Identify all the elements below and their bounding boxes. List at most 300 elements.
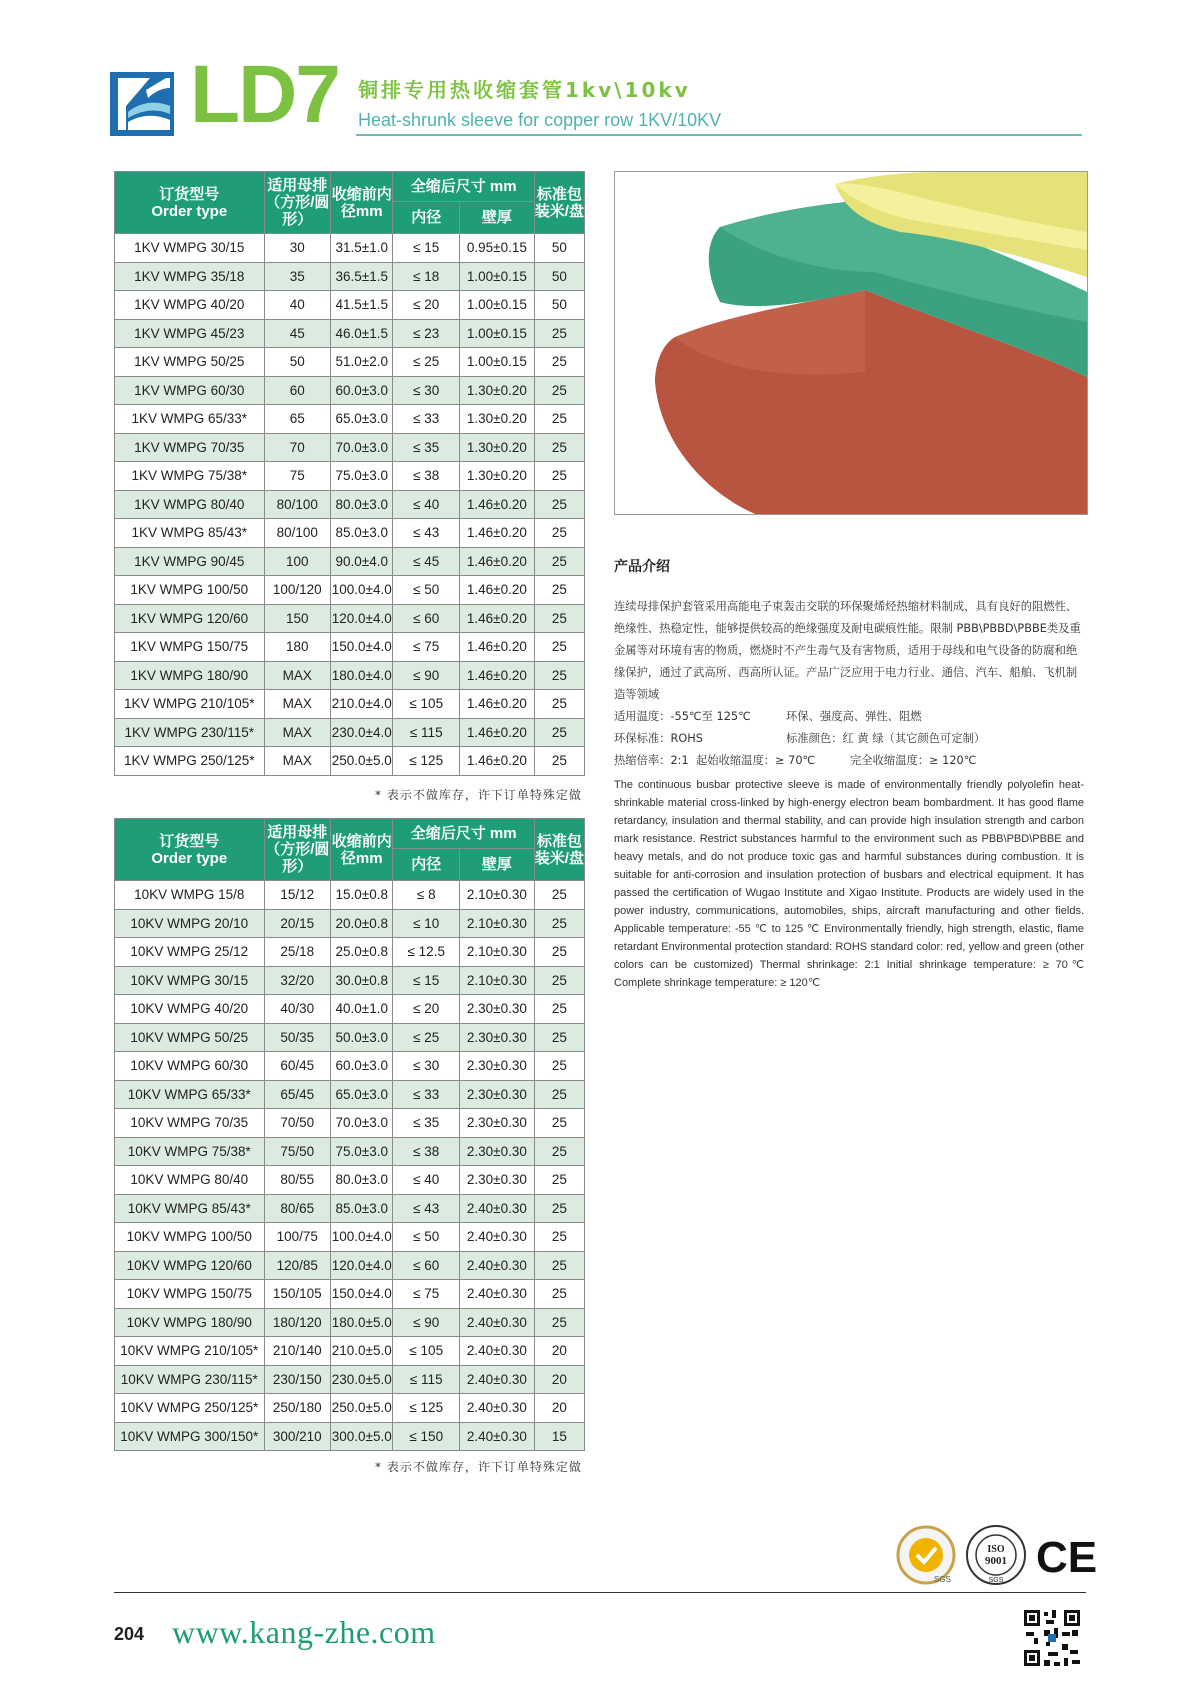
cell-pre-shrink: 41.5±1.5 bbox=[331, 291, 393, 320]
table-body-1kv bbox=[115, 234, 585, 776]
cell-order-type: 1KV WMPG 50/25 bbox=[115, 348, 265, 377]
cell-busbar: 150 bbox=[264, 604, 331, 633]
cell-wall: 2.40±0.30 bbox=[460, 1280, 535, 1309]
cell-wall: 1.00±0.15 bbox=[460, 319, 535, 348]
cell-inner: ≤ 150 bbox=[393, 1422, 460, 1451]
cell-inner: ≤ 60 bbox=[393, 1251, 460, 1280]
cell-wall: 1.46±0.20 bbox=[460, 576, 535, 605]
col-pre-shrink: 收缩前内径mm bbox=[331, 819, 393, 881]
cell-busbar: 80/100 bbox=[264, 490, 331, 519]
cell-inner: ≤ 43 bbox=[393, 1194, 460, 1223]
cell-inner: ≤ 15 bbox=[393, 234, 460, 263]
cell-pre-shrink: 180.0±4.0 bbox=[331, 661, 393, 690]
cell-inner: ≤ 105 bbox=[393, 690, 460, 719]
cell-order-type: 10KV WMPG 30/15 bbox=[115, 966, 265, 995]
cell-wall: 2.40±0.30 bbox=[460, 1308, 535, 1337]
cell-pre-shrink: 230.0±4.0 bbox=[331, 718, 393, 747]
cell-pack: 25 bbox=[534, 376, 584, 405]
cell-pack: 25 bbox=[534, 490, 584, 519]
spec-line-temperature: 适用温度：-55℃至 125℃ 环保、强度高、弹性、阻燃 bbox=[614, 710, 922, 723]
cell-inner: ≤ 75 bbox=[393, 1280, 460, 1309]
cell-inner: ≤ 12.5 bbox=[393, 938, 460, 967]
stock-note-2: * 表示不做库存，许下订单特殊定做 bbox=[375, 1460, 582, 1474]
cell-wall: 2.30±0.30 bbox=[460, 1080, 535, 1109]
cell-order-type: 1KV WMPG 180/90 bbox=[115, 661, 265, 690]
cell-inner: ≤ 90 bbox=[393, 661, 460, 690]
ce-mark-icon bbox=[1036, 1533, 1097, 1582]
table-row bbox=[115, 1280, 585, 1309]
cell-pack: 25 bbox=[534, 1080, 584, 1109]
table-row bbox=[115, 348, 585, 377]
table-row bbox=[115, 938, 585, 967]
cell-pre-shrink: 15.0±0.8 bbox=[331, 881, 393, 910]
cell-pre-shrink: 150.0±4.0 bbox=[331, 1280, 393, 1309]
cell-order-type: 1KV WMPG 65/33* bbox=[115, 405, 265, 434]
cell-order-type: 10KV WMPG 25/12 bbox=[115, 938, 265, 967]
table-row bbox=[115, 633, 585, 662]
cell-pre-shrink: 90.0±4.0 bbox=[331, 547, 393, 576]
cell-busbar: 70/50 bbox=[264, 1109, 331, 1138]
cell-wall: 2.40±0.30 bbox=[460, 1337, 535, 1366]
cell-order-type: 1KV WMPG 150/75 bbox=[115, 633, 265, 662]
cell-order-type: 1KV WMPG 210/105* bbox=[115, 690, 265, 719]
cell-inner: ≤ 30 bbox=[393, 1052, 460, 1081]
cell-order-type: 10KV WMPG 85/43* bbox=[115, 1194, 265, 1223]
cell-inner: ≤ 75 bbox=[393, 633, 460, 662]
cell-inner: ≤ 25 bbox=[393, 1023, 460, 1052]
svg-text:SGS: SGS bbox=[988, 1577, 1004, 1584]
cell-wall: 2.40±0.30 bbox=[460, 1223, 535, 1252]
cell-busbar: 70 bbox=[264, 433, 331, 462]
cell-inner: ≤ 125 bbox=[393, 1394, 460, 1423]
cell-wall: 0.95±0.15 bbox=[460, 234, 535, 263]
cell-wall: 2.10±0.30 bbox=[460, 938, 535, 967]
cell-pre-shrink: 120.0±4.0 bbox=[331, 1251, 393, 1280]
cell-pre-shrink: 300.0±5.0 bbox=[331, 1422, 393, 1451]
cell-busbar: 60/45 bbox=[264, 1052, 331, 1081]
cell-pre-shrink: 20.0±0.8 bbox=[331, 909, 393, 938]
cell-wall: 1.46±0.20 bbox=[460, 747, 535, 776]
cell-inner: ≤ 40 bbox=[393, 1166, 460, 1195]
cell-pack: 25 bbox=[534, 433, 584, 462]
cell-busbar: 65/45 bbox=[264, 1080, 331, 1109]
cell-wall: 1.30±0.20 bbox=[460, 433, 535, 462]
cell-inner: ≤ 30 bbox=[393, 376, 460, 405]
cell-pack: 50 bbox=[534, 291, 584, 320]
cell-inner: ≤ 10 bbox=[393, 909, 460, 938]
svg-text:CE: CE bbox=[1036, 1533, 1098, 1582]
cell-inner: ≤ 35 bbox=[393, 433, 460, 462]
table-row bbox=[115, 1166, 585, 1195]
cell-inner: ≤ 20 bbox=[393, 291, 460, 320]
table-row bbox=[115, 405, 585, 434]
table-body-10kv bbox=[115, 881, 585, 1451]
col-pack: 标准包装米/盘 bbox=[534, 172, 584, 234]
cell-wall: 2.10±0.30 bbox=[460, 881, 535, 910]
cell-busbar: MAX bbox=[264, 690, 331, 719]
cell-order-type: 10KV WMPG 20/10 bbox=[115, 909, 265, 938]
svg-text:ISO: ISO bbox=[987, 1544, 1005, 1555]
cell-wall: 1.00±0.15 bbox=[460, 291, 535, 320]
cell-pack: 25 bbox=[534, 1052, 584, 1081]
cell-order-type: 10KV WMPG 50/25 bbox=[115, 1023, 265, 1052]
cell-inner: ≤ 40 bbox=[393, 490, 460, 519]
cell-pack: 25 bbox=[534, 661, 584, 690]
col-order-type: 订货型号 Order type bbox=[115, 172, 265, 234]
cell-busbar: 25/18 bbox=[264, 938, 331, 967]
table-row bbox=[115, 1308, 585, 1337]
spec-table-1kv bbox=[114, 171, 585, 776]
cell-pack: 25 bbox=[534, 519, 584, 548]
cell-inner: ≤ 43 bbox=[393, 519, 460, 548]
cell-pre-shrink: 36.5±1.5 bbox=[331, 262, 393, 291]
intro-cn-paragraph: 连续母排保护套管采用高能电子束轰击交联的环保聚烯烃热缩材料制成，具有良好的阻燃性、绝缘性、热稳定性，能够提供较高的绝缘强度及耐电碳痕性能。限制 PBB\PBBD\PBBE类及重金属等对环境有害的物质，燃烧时不产生毒气及有害物质，适用于母线和电气设备的防腐和绝缘保护，通过了武高所、西高所认证。产品广泛应用于电力行业、通信、汽车、船舶、飞机制造等领域 bbox=[614, 600, 1081, 701]
col-busbar: 适用母排（方形/圆形） bbox=[264, 172, 331, 234]
svg-text:9001: 9001 bbox=[985, 1555, 1007, 1567]
cell-pack: 25 bbox=[534, 633, 584, 662]
cell-inner: ≤ 38 bbox=[393, 462, 460, 491]
table-row bbox=[115, 661, 585, 690]
cell-pack: 25 bbox=[534, 405, 584, 434]
cell-order-type: 1KV WMPG 45/23 bbox=[115, 319, 265, 348]
col-busbar: 适用母排（方形/圆形） bbox=[264, 819, 331, 881]
cell-wall: 2.40±0.30 bbox=[460, 1365, 535, 1394]
cell-order-type: 10KV WMPG 80/40 bbox=[115, 1166, 265, 1195]
stock-note-1: * 表示不做库存，许下订单特殊定做 bbox=[375, 788, 582, 802]
cell-order-type: 1KV WMPG 70/35 bbox=[115, 433, 265, 462]
table-row bbox=[115, 1337, 585, 1366]
cell-pre-shrink: 25.0±0.8 bbox=[331, 938, 393, 967]
cell-pre-shrink: 250.0±5.0 bbox=[331, 1394, 393, 1423]
cell-pack: 25 bbox=[534, 547, 584, 576]
cell-order-type: 10KV WMPG 70/35 bbox=[115, 1109, 265, 1138]
cell-inner: ≤ 15 bbox=[393, 966, 460, 995]
cell-pre-shrink: 75.0±3.0 bbox=[331, 1137, 393, 1166]
cell-busbar: 15/12 bbox=[264, 881, 331, 910]
cell-wall: 2.30±0.30 bbox=[460, 1166, 535, 1195]
table-row bbox=[115, 1422, 585, 1451]
cell-pack: 25 bbox=[534, 1251, 584, 1280]
cell-busbar: MAX bbox=[264, 661, 331, 690]
cell-inner: ≤ 115 bbox=[393, 1365, 460, 1394]
table-row bbox=[115, 291, 585, 320]
cell-pack: 25 bbox=[534, 747, 584, 776]
col-inner: 内径 bbox=[393, 202, 460, 234]
cell-pack: 15 bbox=[534, 1422, 584, 1451]
cell-inner: ≤ 18 bbox=[393, 262, 460, 291]
cell-pack: 25 bbox=[534, 690, 584, 719]
cell-inner: ≤ 20 bbox=[393, 995, 460, 1024]
cell-pack: 25 bbox=[534, 938, 584, 967]
cell-wall: 2.30±0.30 bbox=[460, 1052, 535, 1081]
cell-pack: 25 bbox=[534, 909, 584, 938]
cell-order-type: 1KV WMPG 120/60 bbox=[115, 604, 265, 633]
product-photo bbox=[614, 171, 1088, 515]
cell-inner: ≤ 105 bbox=[393, 1337, 460, 1366]
cell-busbar: 120/85 bbox=[264, 1251, 331, 1280]
col-inner: 内径 bbox=[393, 849, 460, 881]
spec-line-shrink: 热缩倍率：2:1 起始收缩温度：≥ 70℃ 完全收缩温度：≥ 120℃ bbox=[614, 754, 977, 767]
table-row bbox=[115, 519, 585, 548]
cell-pack: 25 bbox=[534, 1280, 584, 1309]
table-row bbox=[115, 490, 585, 519]
cell-wall: 2.40±0.30 bbox=[460, 1422, 535, 1451]
cell-pre-shrink: 70.0±3.0 bbox=[331, 433, 393, 462]
cell-pre-shrink: 50.0±3.0 bbox=[331, 1023, 393, 1052]
cell-wall: 1.00±0.15 bbox=[460, 348, 535, 377]
cell-inner: ≤ 33 bbox=[393, 1080, 460, 1109]
cell-wall: 2.40±0.30 bbox=[460, 1251, 535, 1280]
cell-busbar: 40/30 bbox=[264, 995, 331, 1024]
cell-inner: ≤ 50 bbox=[393, 576, 460, 605]
cell-pre-shrink: 30.0±0.8 bbox=[331, 966, 393, 995]
table-row bbox=[115, 1194, 585, 1223]
cell-order-type: 1KV WMPG 250/125* bbox=[115, 747, 265, 776]
cell-pre-shrink: 100.0±4.0 bbox=[331, 576, 393, 605]
cell-order-type: 1KV WMPG 40/20 bbox=[115, 291, 265, 320]
cell-pre-shrink: 85.0±3.0 bbox=[331, 519, 393, 548]
cell-pack: 25 bbox=[534, 718, 584, 747]
cell-wall: 2.30±0.30 bbox=[460, 1137, 535, 1166]
table-row bbox=[115, 1109, 585, 1138]
cell-inner: ≤ 50 bbox=[393, 1223, 460, 1252]
table-row bbox=[115, 462, 585, 491]
cell-inner: ≤ 8 bbox=[393, 881, 460, 910]
table-row bbox=[115, 718, 585, 747]
cell-pack: 25 bbox=[534, 1023, 584, 1052]
table-row bbox=[115, 1052, 585, 1081]
cell-wall: 1.00±0.15 bbox=[460, 262, 535, 291]
cell-busbar: 50/35 bbox=[264, 1023, 331, 1052]
cell-busbar: 80/65 bbox=[264, 1194, 331, 1223]
cell-pack: 20 bbox=[534, 1365, 584, 1394]
table-row bbox=[115, 433, 585, 462]
cell-busbar: 32/20 bbox=[264, 966, 331, 995]
cell-pre-shrink: 120.0±4.0 bbox=[331, 604, 393, 633]
table-row bbox=[115, 1365, 585, 1394]
cell-order-type: 1KV WMPG 30/15 bbox=[115, 234, 265, 263]
cell-pack: 25 bbox=[534, 1194, 584, 1223]
cell-wall: 2.40±0.30 bbox=[460, 1194, 535, 1223]
table-row bbox=[115, 747, 585, 776]
cell-order-type: 10KV WMPG 75/38* bbox=[115, 1137, 265, 1166]
cell-pack: 25 bbox=[534, 576, 584, 605]
table-row bbox=[115, 319, 585, 348]
cell-busbar: 100 bbox=[264, 547, 331, 576]
cell-busbar: MAX bbox=[264, 747, 331, 776]
col-pack: 标准包装米/盘 bbox=[534, 819, 584, 881]
cell-pre-shrink: 180.0±5.0 bbox=[331, 1308, 393, 1337]
cell-order-type: 10KV WMPG 150/75 bbox=[115, 1280, 265, 1309]
cell-order-type: 1KV WMPG 60/30 bbox=[115, 376, 265, 405]
page-number: 204 bbox=[114, 1624, 145, 1644]
cell-busbar: 65 bbox=[264, 405, 331, 434]
cell-pack: 50 bbox=[534, 234, 584, 263]
cell-busbar: 80/55 bbox=[264, 1166, 331, 1195]
cell-order-type: 10KV WMPG 230/115* bbox=[115, 1365, 265, 1394]
cell-busbar: 180 bbox=[264, 633, 331, 662]
cell-order-type: 10KV WMPG 15/8 bbox=[115, 881, 265, 910]
brand-name: LD7 bbox=[190, 49, 339, 140]
cell-inner: ≤ 90 bbox=[393, 1308, 460, 1337]
col-wall: 壁厚 bbox=[460, 202, 535, 234]
col-pre-shrink: 收缩前内径mm bbox=[331, 172, 393, 234]
company-logo-icon bbox=[110, 72, 174, 136]
cell-busbar: 75 bbox=[264, 462, 331, 491]
cell-pack: 25 bbox=[534, 1308, 584, 1337]
cell-pre-shrink: 31.5±1.0 bbox=[331, 234, 393, 263]
cell-wall: 1.30±0.20 bbox=[460, 405, 535, 434]
cell-pack: 25 bbox=[534, 462, 584, 491]
cell-wall: 1.46±0.20 bbox=[460, 661, 535, 690]
intro-title: 产品介绍 bbox=[614, 559, 670, 575]
cell-busbar: 45 bbox=[264, 319, 331, 348]
table-row bbox=[115, 1080, 585, 1109]
cell-pre-shrink: 80.0±3.0 bbox=[331, 1166, 393, 1195]
cell-pre-shrink: 51.0±2.0 bbox=[331, 348, 393, 377]
cell-pack: 25 bbox=[534, 319, 584, 348]
table-row bbox=[115, 995, 585, 1024]
cell-busbar: 40 bbox=[264, 291, 331, 320]
table-row bbox=[115, 1137, 585, 1166]
cell-busbar: 35 bbox=[264, 262, 331, 291]
cell-busbar: 60 bbox=[264, 376, 331, 405]
spec-table-10kv bbox=[114, 818, 585, 1451]
cell-pack: 25 bbox=[534, 881, 584, 910]
table-row bbox=[115, 547, 585, 576]
table-row bbox=[115, 576, 585, 605]
cell-inner: ≤ 33 bbox=[393, 405, 460, 434]
cell-pre-shrink: 100.0±4.0 bbox=[331, 1223, 393, 1252]
cell-order-type: 10KV WMPG 60/30 bbox=[115, 1052, 265, 1081]
cell-busbar: 30 bbox=[264, 234, 331, 263]
website-link[interactable]: www.kang-zhe.com bbox=[172, 1614, 436, 1650]
cell-pack: 50 bbox=[534, 262, 584, 291]
cell-order-type: 10KV WMPG 40/20 bbox=[115, 995, 265, 1024]
cell-busbar: 100/75 bbox=[264, 1223, 331, 1252]
cell-pre-shrink: 60.0±3.0 bbox=[331, 1052, 393, 1081]
cell-inner: ≤ 115 bbox=[393, 718, 460, 747]
page-title-cn: 铜排专用热收缩套管1kv\10kv bbox=[358, 78, 691, 102]
cell-pack: 25 bbox=[534, 1137, 584, 1166]
spec-line-standard: 环保标准：ROHS 标准颜色：红 黄 绿（其它颜色可定制） bbox=[614, 732, 986, 745]
cell-pack: 25 bbox=[534, 966, 584, 995]
cell-wall: 2.10±0.30 bbox=[460, 909, 535, 938]
cell-pre-shrink: 60.0±3.0 bbox=[331, 376, 393, 405]
cell-pre-shrink: 65.0±3.0 bbox=[331, 405, 393, 434]
cell-busbar: 210/140 bbox=[264, 1337, 331, 1366]
cell-busbar: 75/50 bbox=[264, 1137, 331, 1166]
cell-busbar: 250/180 bbox=[264, 1394, 331, 1423]
cell-order-type: 1KV WMPG 230/115* bbox=[115, 718, 265, 747]
table-row bbox=[115, 881, 585, 910]
cell-order-type: 1KV WMPG 100/50 bbox=[115, 576, 265, 605]
cell-pre-shrink: 210.0±4.0 bbox=[331, 690, 393, 719]
cell-wall: 1.46±0.20 bbox=[460, 490, 535, 519]
cell-pack: 20 bbox=[534, 1394, 584, 1423]
cell-pre-shrink: 250.0±5.0 bbox=[331, 747, 393, 776]
cell-pre-shrink: 210.0±5.0 bbox=[331, 1337, 393, 1366]
table-row bbox=[115, 909, 585, 938]
cell-pack: 25 bbox=[534, 1109, 584, 1138]
header-divider bbox=[356, 134, 1082, 136]
table-row bbox=[115, 1023, 585, 1052]
cell-inner: ≤ 125 bbox=[393, 747, 460, 776]
cell-wall: 1.46±0.20 bbox=[460, 690, 535, 719]
heat-shrink-sleeves-image bbox=[615, 172, 1087, 514]
cell-pre-shrink: 85.0±3.0 bbox=[331, 1194, 393, 1223]
table-row bbox=[115, 966, 585, 995]
col-full-shrink: 全缩后尺寸 mm bbox=[393, 819, 534, 849]
cell-inner: ≤ 60 bbox=[393, 604, 460, 633]
cell-order-type: 10KV WMPG 100/50 bbox=[115, 1223, 265, 1252]
cell-pre-shrink: 65.0±3.0 bbox=[331, 1080, 393, 1109]
cell-order-type: 1KV WMPG 85/43* bbox=[115, 519, 265, 548]
table-row bbox=[115, 1223, 585, 1252]
cell-wall: 1.46±0.20 bbox=[460, 633, 535, 662]
cell-order-type: 10KV WMPG 300/150* bbox=[115, 1422, 265, 1451]
cell-pack: 25 bbox=[534, 1223, 584, 1252]
table-row bbox=[115, 604, 585, 633]
cell-inner: ≤ 23 bbox=[393, 319, 460, 348]
cell-pre-shrink: 70.0±3.0 bbox=[331, 1109, 393, 1138]
cell-wall: 2.30±0.30 bbox=[460, 995, 535, 1024]
table-row bbox=[115, 234, 585, 263]
cell-pack: 25 bbox=[534, 995, 584, 1024]
cell-pre-shrink: 46.0±1.5 bbox=[331, 319, 393, 348]
table-row bbox=[115, 690, 585, 719]
cell-wall: 2.30±0.30 bbox=[460, 1109, 535, 1138]
cell-order-type: 10KV WMPG 180/90 bbox=[115, 1308, 265, 1337]
cell-wall: 2.40±0.30 bbox=[460, 1394, 535, 1423]
cell-pre-shrink: 230.0±5.0 bbox=[331, 1365, 393, 1394]
certification-badges bbox=[896, 1522, 1098, 1588]
cell-inner: ≤ 35 bbox=[393, 1109, 460, 1138]
footer-divider bbox=[114, 1592, 1086, 1593]
page-title-en: Heat-shrunk sleeve for copper row 1KV/10KV bbox=[358, 110, 722, 130]
cell-pre-shrink: 80.0±3.0 bbox=[331, 490, 393, 519]
table-row bbox=[115, 262, 585, 291]
svg-text:SGS: SGS bbox=[934, 1575, 951, 1584]
cell-busbar: 80/100 bbox=[264, 519, 331, 548]
cell-pre-shrink: 150.0±4.0 bbox=[331, 633, 393, 662]
cell-pack: 25 bbox=[534, 604, 584, 633]
cell-busbar: 20/15 bbox=[264, 909, 331, 938]
table-row bbox=[115, 1251, 585, 1280]
qr-code-icon bbox=[1022, 1608, 1082, 1668]
col-order-type: 订货型号 Order type bbox=[115, 819, 265, 881]
cell-inner: ≤ 38 bbox=[393, 1137, 460, 1166]
cell-wall: 1.30±0.20 bbox=[460, 462, 535, 491]
sgs-badge-icon bbox=[898, 1527, 954, 1584]
cell-busbar: 180/120 bbox=[264, 1308, 331, 1337]
iso-9001-badge-icon bbox=[967, 1526, 1025, 1584]
cell-order-type: 10KV WMPG 210/105* bbox=[115, 1337, 265, 1366]
cell-busbar: 100/120 bbox=[264, 576, 331, 605]
col-wall: 壁厚 bbox=[460, 849, 535, 881]
cell-pre-shrink: 40.0±1.0 bbox=[331, 995, 393, 1024]
cell-wall: 2.30±0.30 bbox=[460, 1023, 535, 1052]
cell-wall: 2.10±0.30 bbox=[460, 966, 535, 995]
cell-pack: 25 bbox=[534, 1166, 584, 1195]
cell-busbar: MAX bbox=[264, 718, 331, 747]
table-row bbox=[115, 1394, 585, 1423]
table-row bbox=[115, 376, 585, 405]
cell-wall: 1.46±0.20 bbox=[460, 547, 535, 576]
cell-order-type: 1KV WMPG 80/40 bbox=[115, 490, 265, 519]
cell-busbar: 50 bbox=[264, 348, 331, 377]
cell-busbar: 150/105 bbox=[264, 1280, 331, 1309]
